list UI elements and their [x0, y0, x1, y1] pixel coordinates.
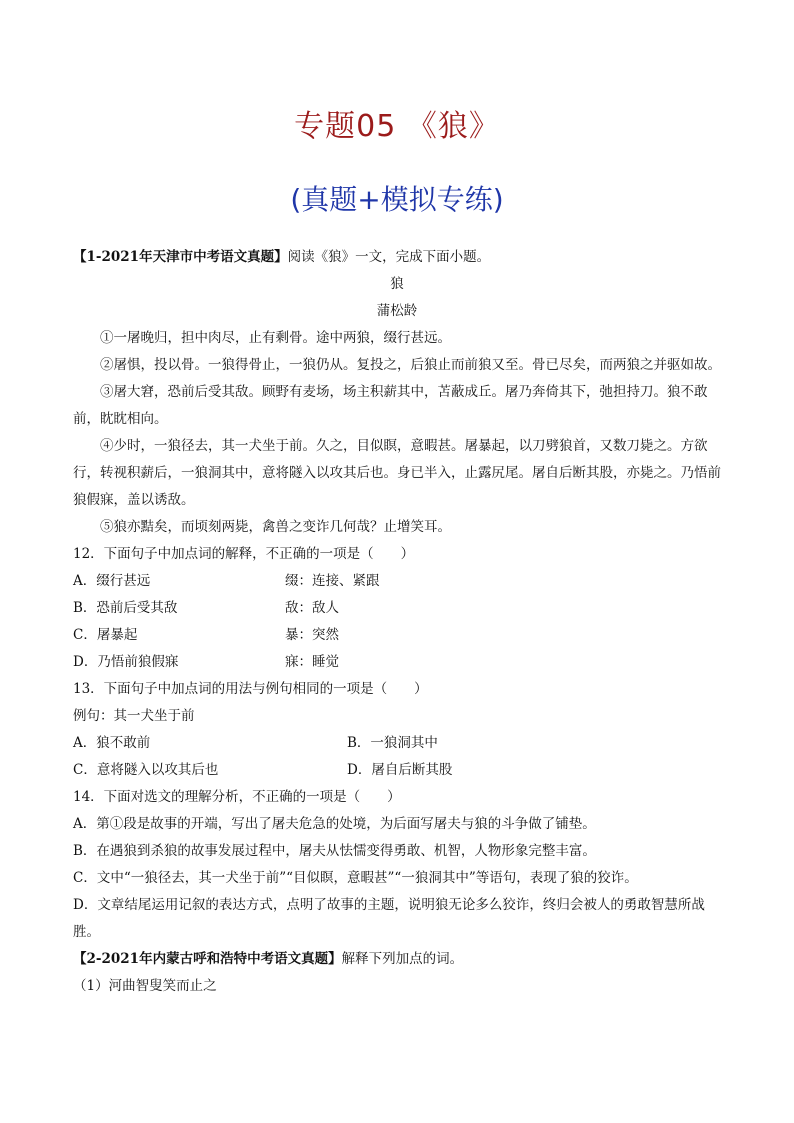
question-13-example: 例句：其一犬坐于前	[73, 708, 195, 724]
question-14-option: B．在遇狼到杀狼的故事发展过程中，屠夫从怯懦变得勇敢、机智，人物形象完整丰富。	[73, 843, 596, 859]
passage-paragraph: ④少时，一狼径去，其一犬坐于前。久之，目似瞑，意暇甚。屠暴起，以刀劈狼首，又数刀毙之。方欲行，转视积薪后，一狼洞其中，意将隧入以攻其后也。身已半入，止露尻尾。屠自后断其股，亦毙之。乃悟前狼假寐，盖以诱敌。	[73, 438, 721, 508]
option-sentence: C．屠暴起	[73, 627, 138, 643]
question-2-item: （1）河曲智叟笑而止之	[73, 978, 217, 994]
question-group-2-intro	[73, 946, 721, 973]
question-13-options-row	[73, 730, 721, 757]
question-14-option: D．文章结尾运用记叙的表达方式，点明了故事的主题，说明狼无论多么狡诈，终归会被人的勇敢智慧所战胜。	[73, 897, 705, 940]
passage-paragraph: ⑤狼亦黠矣，而顷刻两毙，禽兽之变诈几何哉？止增笑耳。	[100, 519, 451, 535]
option-sentence: A．缀行甚远	[73, 573, 151, 589]
option-d: D．屠自后断其股	[347, 762, 453, 778]
question-14-option: A．第①段是故事的开端，写出了屠夫危急的处境，为后面写屠夫与狼的斗争做了铺垫。	[73, 816, 596, 832]
passage-paragraph: ③屠大窘，恐前后受其敌。顾野有麦场，场主积薪其中，苫蔽成丘。屠乃奔倚其下，弛担持刀。狼不敢前，眈眈相向。	[73, 384, 708, 427]
document-body	[73, 244, 721, 1000]
option-sentence: B．恐前后受其敌	[73, 600, 178, 616]
option-meaning: 缀：连接、紧跟	[285, 573, 380, 589]
document-subtitle: (真题+模拟专练)	[290, 183, 504, 216]
passage-paragraph: ②屠惧，投以骨。一狼得骨止，一狼仍从。复投之，后狼止而前狼又至。骨已尽矣，而两狼之并驱如故。	[100, 357, 721, 373]
instruction-text: 阅读《狼》一文，完成下面小题。	[287, 249, 491, 265]
option-meaning: 暴：突然	[285, 627, 339, 643]
option-sentence: D．乃悟前狼假寐	[73, 654, 179, 670]
poem-title: 狼	[390, 276, 404, 292]
question-12-option	[73, 595, 721, 622]
document-title: 专题05 《狼》	[294, 109, 500, 144]
question-group-1-intro	[73, 244, 721, 271]
question-12-option	[73, 622, 721, 649]
option-meaning: 敌：敌人	[285, 600, 339, 616]
option-a: A．狼不敢前	[73, 735, 151, 751]
question-13-stem: 13．下面句子中加点词的用法与例句相同的一项是（ ）	[73, 681, 428, 697]
option-b: B．一狼洞其中	[347, 735, 438, 751]
source-label: 【2-2021年内蒙古呼和浩特中考语文真题】	[73, 951, 342, 967]
passage-paragraph: ①一屠晚归，担中肉尽，止有剩骨。途中两狼，缀行甚远。	[100, 330, 451, 346]
question-13-options-row	[73, 757, 721, 784]
question-14-stem: 14．下面对选文的理解分析，不正确的一项是（ ）	[73, 789, 401, 805]
question-12-option	[73, 568, 721, 595]
question-14-option: C．文中“一狼径去，其一犬坐于前”“目似瞑，意暇甚”“一狼洞其中”等语句，表现了狼的狡诈。	[73, 870, 638, 886]
option-meaning: 寐：睡觉	[285, 654, 339, 670]
instruction-text: 解释下列加点的词。	[341, 951, 464, 967]
poem-author: 蒲松龄	[376, 303, 418, 319]
source-label: 【1-2021年天津市中考语文真题】	[73, 249, 288, 265]
option-c: C．意将隧入以攻其后也	[73, 762, 219, 778]
question-12-stem: 12．下面句子中加点词的解释，不正确的一项是（ ）	[73, 546, 415, 562]
question-12-option	[73, 649, 721, 676]
